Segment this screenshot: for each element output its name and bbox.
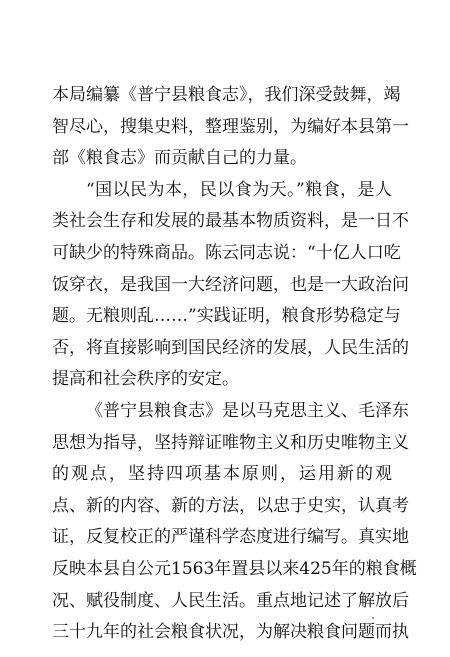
text-line: 智尽心，搜集史料，整理鉴别，为编好本县第一 xyxy=(52,116,409,137)
body-text xyxy=(52,80,417,649)
text-line: “国以民为本，民以食为天。”粮食，是人 xyxy=(86,179,392,200)
text-line: 点、新的内容、新的方法，以忠于史实，认真考 xyxy=(52,495,409,516)
text-line: 类社会生存和发展的最基本物质资料，是一日不 xyxy=(52,211,409,232)
text-line: 部《粮食志》而贡献自己的力量。 xyxy=(52,148,307,169)
text-line: 题。无粮则乱……”实践证明，粮食形势稳定与 xyxy=(52,306,401,327)
text-line: 的观点，坚持四项基本原则，运用新的观 xyxy=(52,464,392,485)
text-line: 本局编纂《普宁县粮食志》，我们深受鼓舞，竭 xyxy=(52,85,401,105)
text-line: 《普宁县粮食志》是以马克思主义、毛泽东 xyxy=(86,400,409,421)
text-line: 三十九年的社会粮食状况，为解决粮食问题而执 xyxy=(52,622,409,643)
text-line: 证，反复校正的严谨科学态度进行编写。真实地 xyxy=(52,527,409,548)
text-line: 思想为指导，坚持辩证唯物主义和历史唯物主义 xyxy=(52,432,409,453)
text-line: 况、赋役制度、人民生活。重点地记述了解放后 xyxy=(52,590,409,611)
text-line: 否，将直接影响到国民经济的发展，人民生活的 xyxy=(52,337,409,358)
text-line: 可缺少的特殊商品。陈云同志说：“十亿人口吃 xyxy=(52,242,401,263)
text-line: 提高和社会秩序的安定。 xyxy=(52,369,239,390)
text-line: 饭穿衣，是我国一大经济问题，也是一大政治问 xyxy=(52,274,409,295)
text-line: 反映本县自公元1563年置县以来425年的粮食概 xyxy=(52,558,417,579)
scan-speck xyxy=(372,617,374,619)
